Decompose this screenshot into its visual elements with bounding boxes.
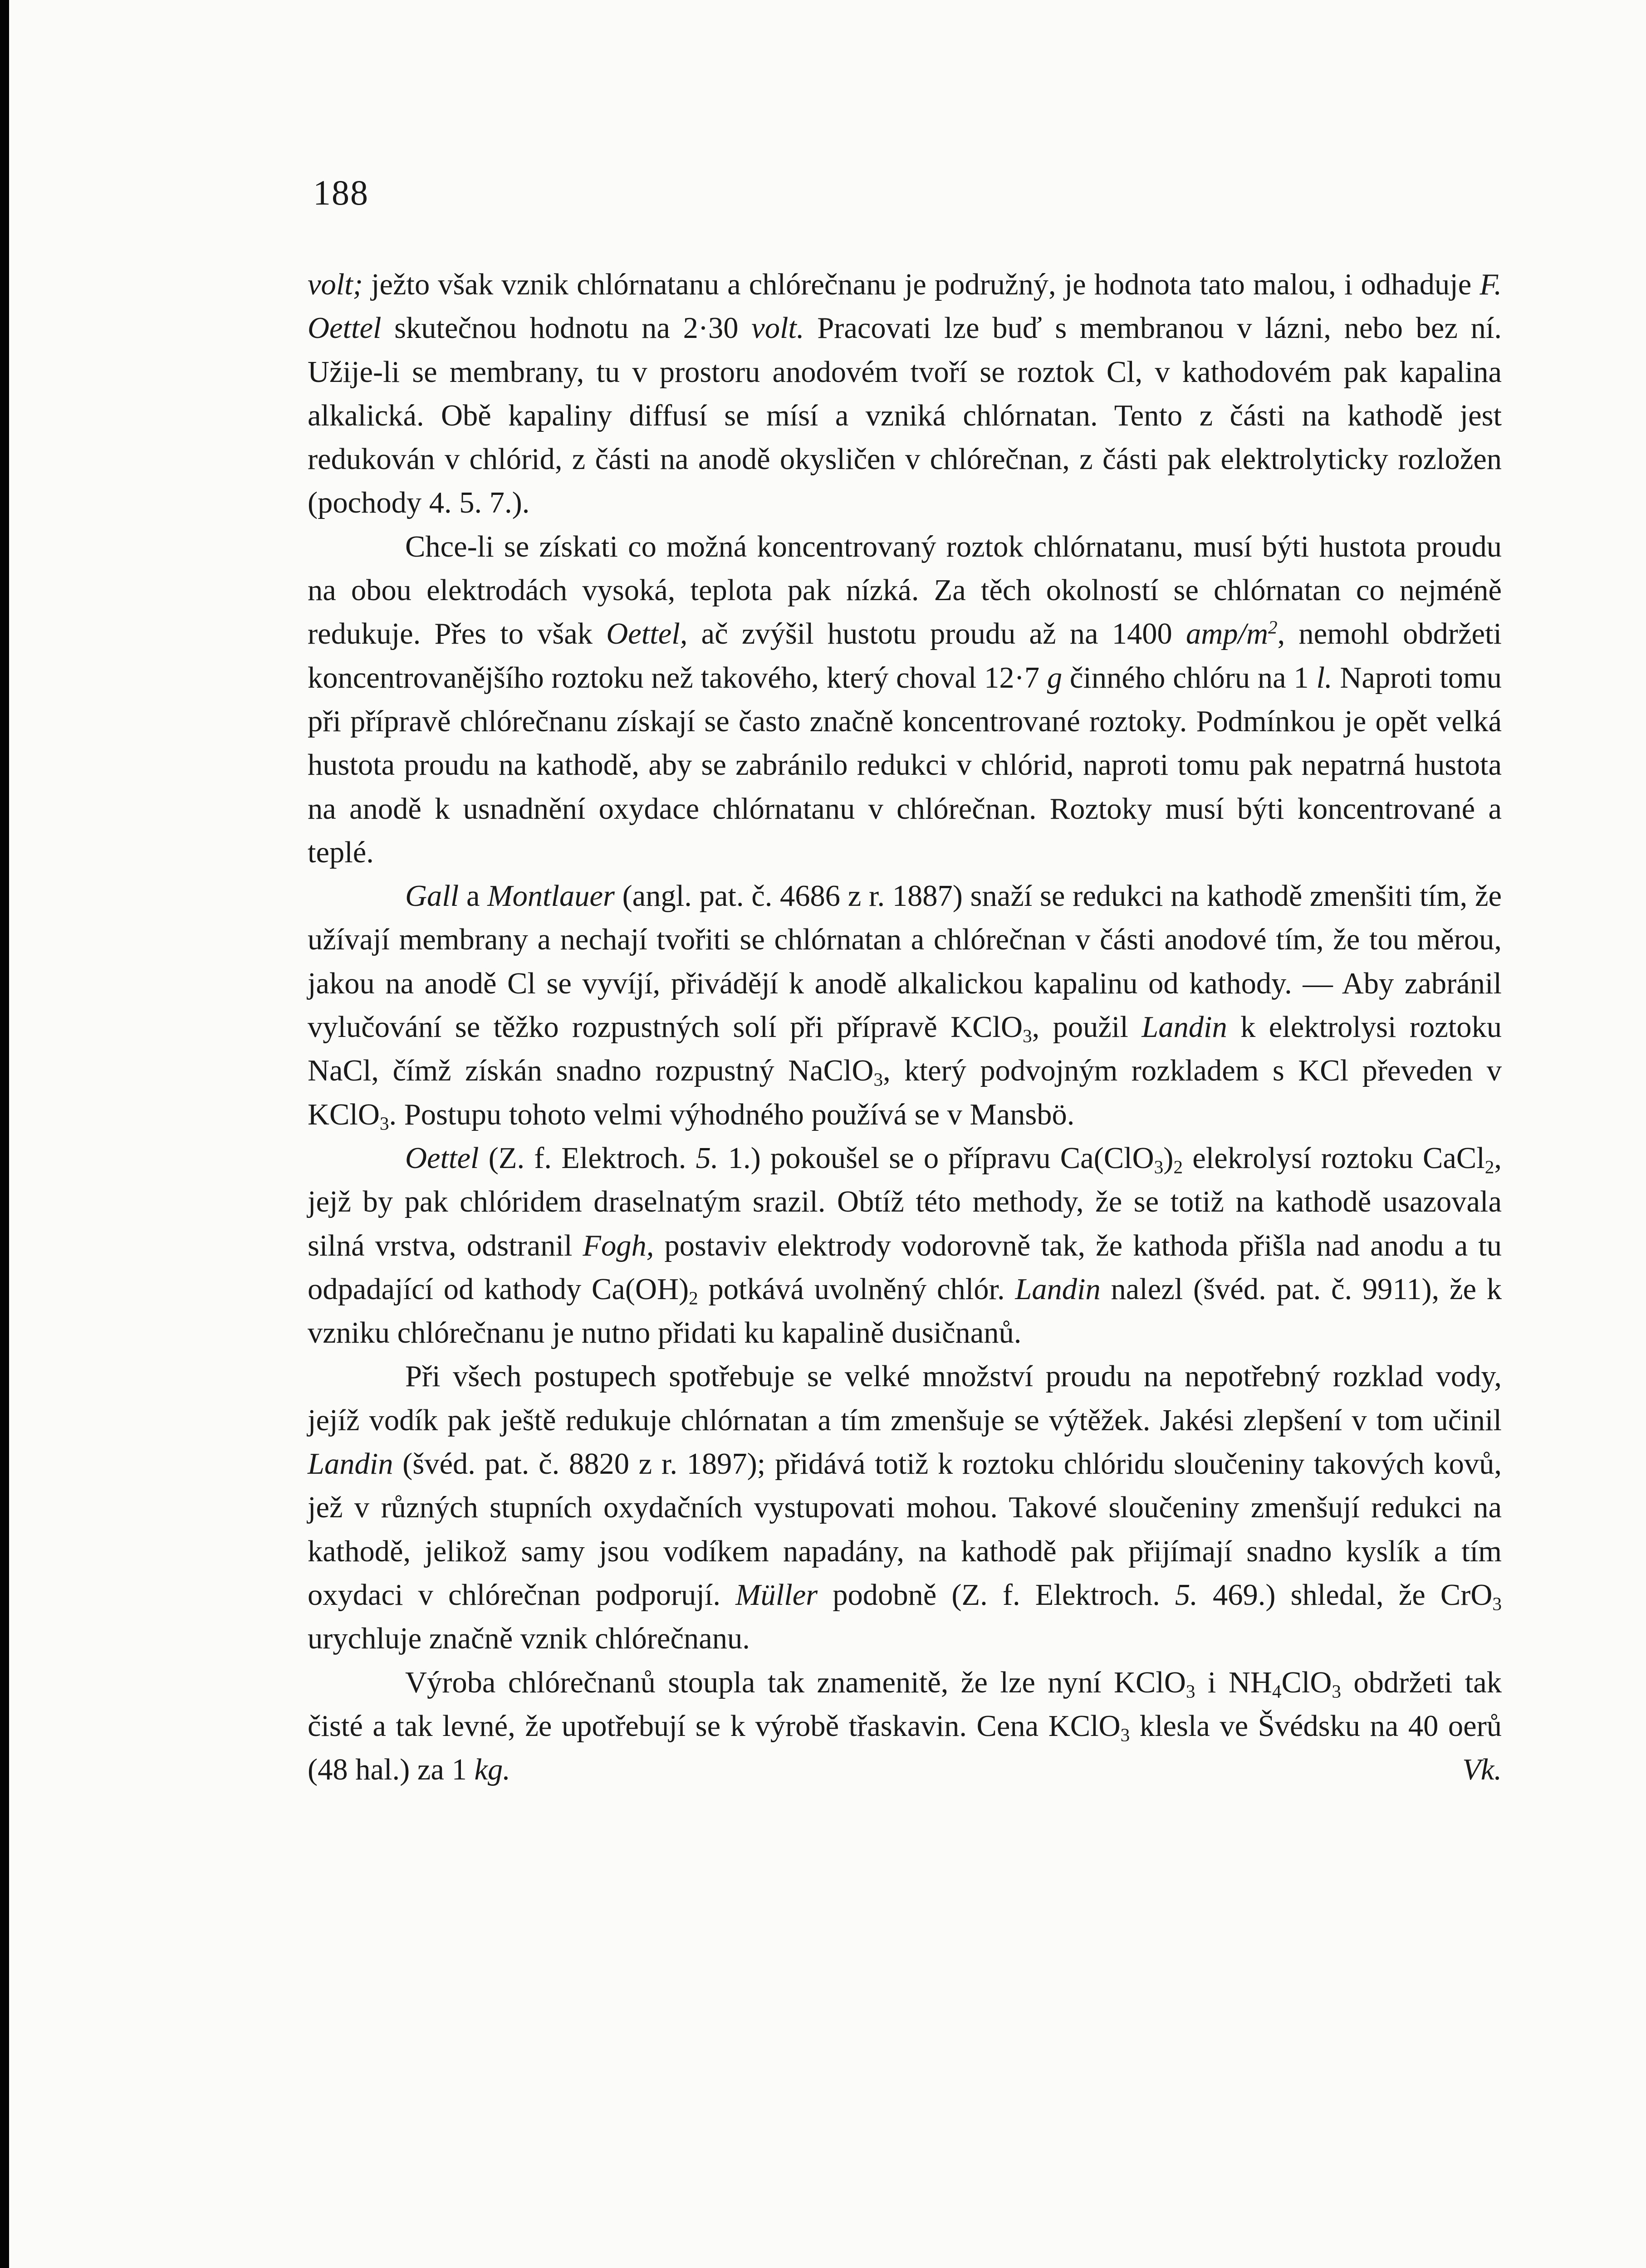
author-name: Oettel — [405, 1141, 479, 1175]
text-run: ježto však vznik chlórnatanu a chlórečnanu je podružný, je hodnota tato malou, i odhaduje — [363, 268, 1480, 301]
text-run: urychluje značně vznik chlórečnanu. — [308, 1622, 750, 1656]
text-run: i NH — [1195, 1666, 1272, 1699]
text-run: Chce-li se získati co možná koncentrovaný roztok chlórnatanu, musí býti hustota proudu na obou elektrodách vysoká, teplota pak nízká. Za těch okolností se chlórnatan co nejméně redukuje. Přes to však — [308, 530, 1502, 651]
author-signature: Vk. — [1462, 1753, 1502, 1787]
text-run: (švéd. pat. č. 8820 z r. 1897); přidává totiž k roztoku chlóridu sloučeniny takových kovů, jež v různých stupních oxydačních vystupovati mohou. Takové sloučeniny zmenšují redukci na kathodě, jelikož samy jsou vodíkem napadány, na kathodě pak přijímají snadno kyslík a tím oxydaci v chlórečnan podporují. — [308, 1447, 1502, 1612]
subscript: 2 — [689, 1287, 698, 1309]
subscript: 4 — [1272, 1681, 1282, 1702]
unit: g — [1047, 661, 1063, 694]
subscript: 3 — [1023, 1025, 1032, 1046]
term-volt: volt. — [751, 312, 804, 345]
subscript: 2 — [1173, 1156, 1183, 1178]
unit: l. — [1316, 661, 1332, 694]
page-number: 188 — [313, 173, 369, 212]
author-name: Landin — [1141, 1011, 1227, 1044]
text-run: skutečnou hodnotu na 2·30 — [381, 312, 752, 345]
subscript: 2 — [1484, 1156, 1494, 1178]
author-name: Gall — [405, 880, 459, 913]
text-run: 469.) shledal, že CrO — [1197, 1578, 1493, 1612]
text-run: (angl. pat. č. 4686 z r. 1887) snaží se redukci na kathodě zmenšiti tím, že užívají membrany a nechají tvořiti se chlórnatan a chlórečnan v části anodové tím, že tou měrou, jakou na anodě Cl se vyvíjí, přivádějí k anodě alkalickou kapalinu od kathody. — Aby zabránil vylučování se těžko rozpustných solí při přípravě KClO — [308, 880, 1502, 1044]
paragraph-1 — [308, 263, 1502, 525]
paragraph-4 — [308, 1137, 1502, 1355]
text-run: , který podvojným rozkladem s KCl převeden v KClO — [308, 1054, 1502, 1131]
unit-text: amp/m — [1186, 617, 1268, 651]
text-run: k elektrolysi roztoku NaCl, čímž získán snadno rozpustný NaClO — [308, 1011, 1502, 1088]
subscript: 3 — [1120, 1724, 1130, 1745]
text-run: nalezl (švéd. pat. č. 9911), že k vzniku chlórečnanu je nutno přidati ku kapalině dusičnanů. — [308, 1272, 1502, 1350]
text-run: ClO — [1281, 1666, 1332, 1699]
subscript: 3 — [379, 1113, 389, 1134]
subscript: 3 — [1154, 1156, 1164, 1178]
author-name: Landin — [1015, 1272, 1101, 1306]
unit — [1186, 617, 1278, 650]
author-name: Müller — [735, 1578, 818, 1612]
text-run: ač zvýšil hustotu proudu až na 1400 — [687, 617, 1186, 651]
text-run: , nemohl obdržeti koncentrovanějšího roztoku než takového, který choval 12·7 — [308, 617, 1502, 694]
unit: kg. — [474, 1753, 510, 1787]
body-text — [308, 263, 1502, 1792]
text-run: postaviv elektrody vodorovně tak, že kathoda přišla nad anodu a tu odpadající od kathody Ca(OH) — [308, 1229, 1502, 1306]
book-page — [9, 0, 1646, 2268]
subscript: 3 — [873, 1069, 883, 1090]
text-run: a — [459, 880, 488, 913]
subscript: 3 — [1332, 1681, 1341, 1702]
text-run: činného chlóru na 1 — [1062, 661, 1317, 694]
text-run: , jejž by pak chlóridem draselnatým srazil. Obtíž této methody, že se totiž na kathodě usazovala silná vrstva, odstranil — [308, 1141, 1502, 1262]
volume-number: 5. — [1175, 1578, 1198, 1612]
text-run: 1.) pokoušel se o přípravu Ca(ClO — [718, 1141, 1154, 1175]
text-run: ) — [1163, 1141, 1174, 1175]
paragraph-6 — [308, 1661, 1502, 1792]
volume-number: 5. — [696, 1141, 719, 1175]
author-name: Fogh, — [583, 1229, 654, 1262]
paragraph-2 — [308, 525, 1502, 875]
paragraph-3 — [308, 875, 1502, 1137]
scan-edge — [0, 0, 9, 2268]
text-run: . Postupu tohoto velmi výhodného používá se v Mansbö. — [389, 1098, 1075, 1131]
subscript: 3 — [1186, 1681, 1195, 1702]
text-run: , použil — [1032, 1011, 1142, 1044]
text-run: elekrolysí roztoku CaCl — [1183, 1141, 1485, 1175]
author-name: F. Oettel — [308, 268, 1502, 345]
text-run: (Z. f. Elektroch. — [479, 1141, 696, 1175]
paragraph-5 — [308, 1355, 1502, 1661]
text-run: Výroba chlórečnanů stoupla tak znamenitě, že lze nyní KClO — [405, 1666, 1186, 1699]
author-name: Landin — [308, 1447, 393, 1481]
text-run: potkává uvolněný chlór. — [698, 1272, 1015, 1306]
subscript: 3 — [1492, 1593, 1502, 1614]
term-volt: volt; — [308, 268, 363, 301]
text-run: klesla ve Švédsku na 40 oerů (48 hal.) za 1 — [308, 1709, 1502, 1787]
superscript: 2 — [1268, 616, 1278, 638]
author-name: Montlauer — [487, 880, 615, 913]
author-name: Oettel, — [606, 617, 688, 651]
text-run: podobně (Z. f. Elektroch. — [818, 1578, 1175, 1612]
text-run: Naproti tomu při přípravě chlórečnanu získají se často značně koncentrované roztoky. Podmínkou je opět velká hustota proudu na kathodě, aby se zabránilo redukci v chlórid, naproti tomu pak nepatrná hustota na anodě k usnadnění oxydace chlórnatanu v chlórečnan. Roztoky musí býti koncentrované a teplé. — [308, 661, 1502, 869]
text-run: obdržeti tak čisté a tak levné, že upotřebují se k výrobě třaskavin. Cena KClO — [308, 1666, 1502, 1743]
text-run: Při všech postupech spotřebuje se velké množství proudu na nepotřebný rozklad vody, jejíž vodík pak ještě redukuje chlórnatan a tím zmenšuje se výtěžek. Jakési zlepšení v tom učinil — [308, 1360, 1502, 1437]
text-run: Pracovati lze buď s membranou v lázni, nebo bez ní. Užije-li se membrany, tu v prostoru anodovém tvoří se roztok Cl, v kathodovém pak kapalina alkalická. Obě kapaliny diffusí se mísí a vzniká chlórnatan. Tento z části na kathodě jest redukován v chlórid, z části na anodě okysličen v chlórečnan, z části pak elektrolyticky rozložen (pochody 4. 5. 7.). — [308, 312, 1502, 520]
